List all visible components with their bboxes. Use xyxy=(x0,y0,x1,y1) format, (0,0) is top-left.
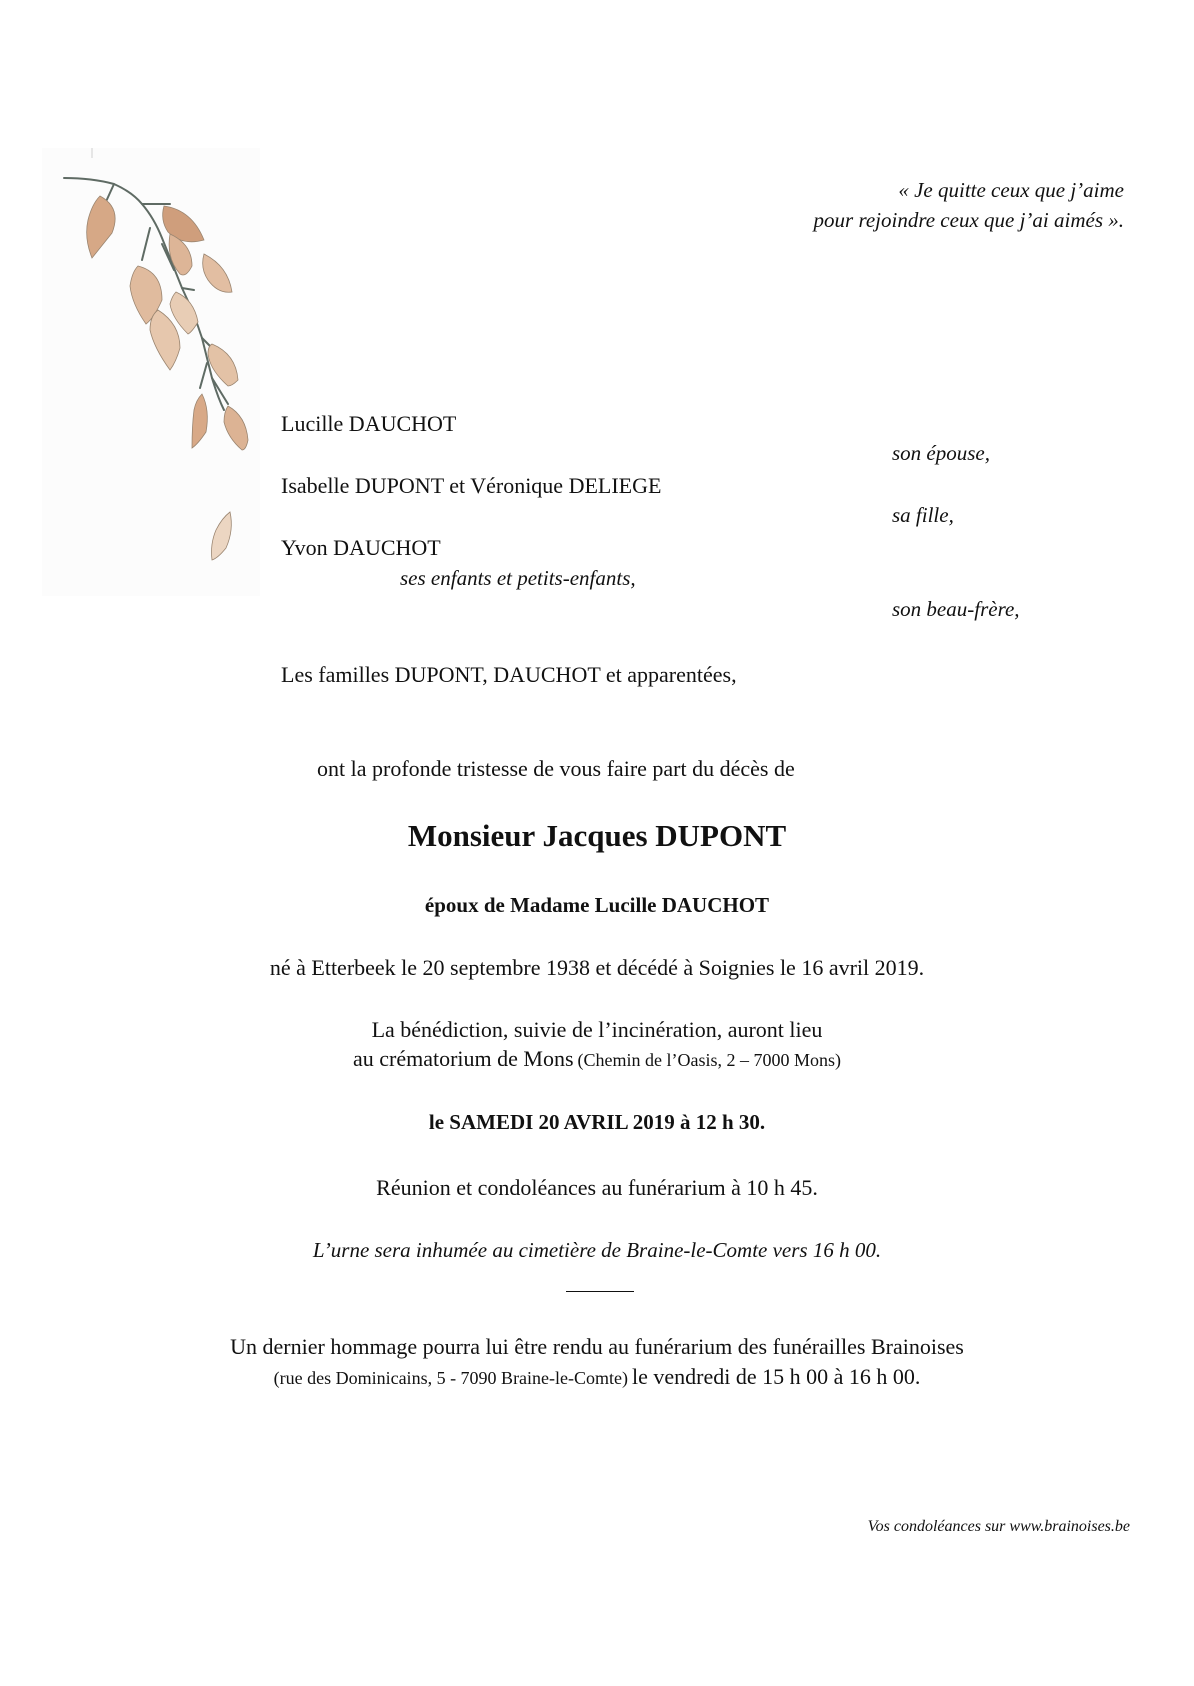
ceremony-urn: L’urne sera inhumée au cimetière de Braine-le-Comte vers 16 h 00. xyxy=(312,1238,882,1262)
ceremony-line-1: La bénédiction, suivie de l’incinération, auront lieu xyxy=(371,1017,823,1042)
tribute-line-2 xyxy=(0,1364,1194,1390)
tribute-address: (rue des Dominicains, 5 - 7090 Braine-le-Comte) xyxy=(273,1368,629,1388)
grandchildren-line: ses enfants et petits-enfants, xyxy=(400,566,636,590)
family-member-relation: sa fille, xyxy=(892,503,954,527)
deceased-name: Monsieur Jacques DUPONT xyxy=(407,818,787,853)
families-line: Les familles DUPONT, DAUCHOT et apparentées, xyxy=(281,662,737,687)
condolences-link[interactable]: Vos condoléances sur www.brainoises.be xyxy=(867,1518,1130,1535)
family-member-name: Isabelle DUPONT et Véronique DELIEGE xyxy=(281,473,662,498)
ceremony-gathering: Réunion et condoléances au funérarium à 10 h 45. xyxy=(376,1175,818,1200)
tribute-line-1: Un dernier hommage pourra lui être rendu au funérarium des funérailles Brainoises xyxy=(230,1334,964,1359)
ceremony-datetime: le SAMEDI 20 AVRIL 2019 à 12 h 30. xyxy=(428,1110,766,1134)
epigraph-line-1: « Je quitte ceux que j’aime xyxy=(898,178,1124,202)
ceremony-location xyxy=(0,1046,1194,1072)
section-divider xyxy=(566,1291,634,1292)
deceased-dates: né à Etterbeek le 20 septembre 1938 et décédé à Soignies le 16 avril 2019. xyxy=(269,955,925,980)
family-member-name: Yvon DAUCHOT xyxy=(281,535,441,560)
ceremony-line-2: au crématorium de Mons xyxy=(352,1046,574,1071)
family-member-name: Lucille DAUCHOT xyxy=(281,411,457,436)
tribute-time: le vendredi de 15 h 00 à 16 h 00. xyxy=(632,1364,921,1389)
family-member-relation: son beau-frère, xyxy=(892,597,1020,621)
leaves-illustration xyxy=(42,148,260,596)
epigraph-line-2: pour rejoindre ceux que j’ai aimés ». xyxy=(813,208,1124,232)
ceremony-address: (Chemin de l’Oasis, 2 – 7000 Mons) xyxy=(577,1050,842,1070)
falling-leaves-icon xyxy=(42,148,260,596)
deceased-spouse: époux de Madame Lucille DAUCHOT xyxy=(424,893,770,917)
family-member-relation: son épouse, xyxy=(892,441,990,465)
announcement-text: ont la profonde tristesse de vous faire part du décès de xyxy=(317,756,795,781)
